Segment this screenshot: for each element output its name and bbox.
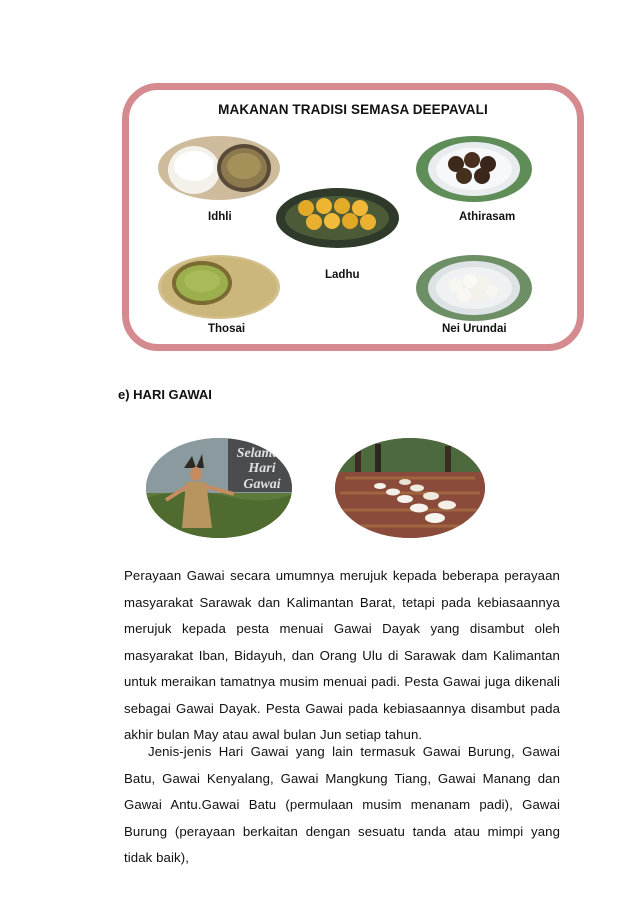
banner-line-1: Selamat (236, 446, 284, 461)
idhli-image (158, 136, 280, 200)
food-box-title: MAKANAN TRADISI SEMASA DEEPAVALI (218, 102, 488, 117)
athirasam-image (416, 136, 532, 202)
deepavali-food-box (122, 83, 584, 351)
banner-line-3: Gawai (243, 477, 281, 492)
nei-urundai-image (416, 255, 532, 321)
banner-line-2: Hari (248, 461, 276, 476)
thosai-label: Thosai (208, 323, 246, 335)
thosai-image (158, 255, 280, 319)
gawai-feast-image (335, 438, 485, 538)
nei-urundai-label: Nei Urundai (442, 323, 507, 335)
paragraph-gawai-types: Jenis-jenis Hari Gawai yang lain termasuk Gawai Burung, Gawai Batu, Gawai Kenyalang, Gawai Mangkung Tiang, Gawai Manang dan Gawai Antu.Gawai Batu (permulaan musim menanam padi), Gawai Burung (perayaan berkaitan dengan sesuatu tanda atau mimpi yang tidak baik), (124, 744, 560, 865)
section-heading: e) HARI GAWAI (118, 387, 212, 402)
paragraph-gawai-intro: Perayaan Gawai secara umumnya merujuk kepada beberapa perayaan masyarakat Sarawak dan Kalimantan Barat, tetapi pada kebiasaannya merujuk kepada pesta menuai Gawai Dayak yang disambut oleh masyarakat Iban, Bidayuh, dan Orang Ulu di Sarawak dam Kalimantan untuk meraikan tamatnya musim menuai padi. Pesta Gawai juga dikenali sebagai Gawai Dayak. Pesta Gawai pada kebiasaannya disambut pada akhir bulan May atau awal bulan Jun setiap tahun. (124, 568, 560, 742)
gawai-dancer-image (146, 438, 292, 538)
ladhu-label: Ladhu (325, 269, 360, 281)
athirasam-label: Athirasam (459, 211, 516, 223)
idhli-label: Idhli (208, 211, 232, 223)
ladhu-image (276, 188, 399, 248)
